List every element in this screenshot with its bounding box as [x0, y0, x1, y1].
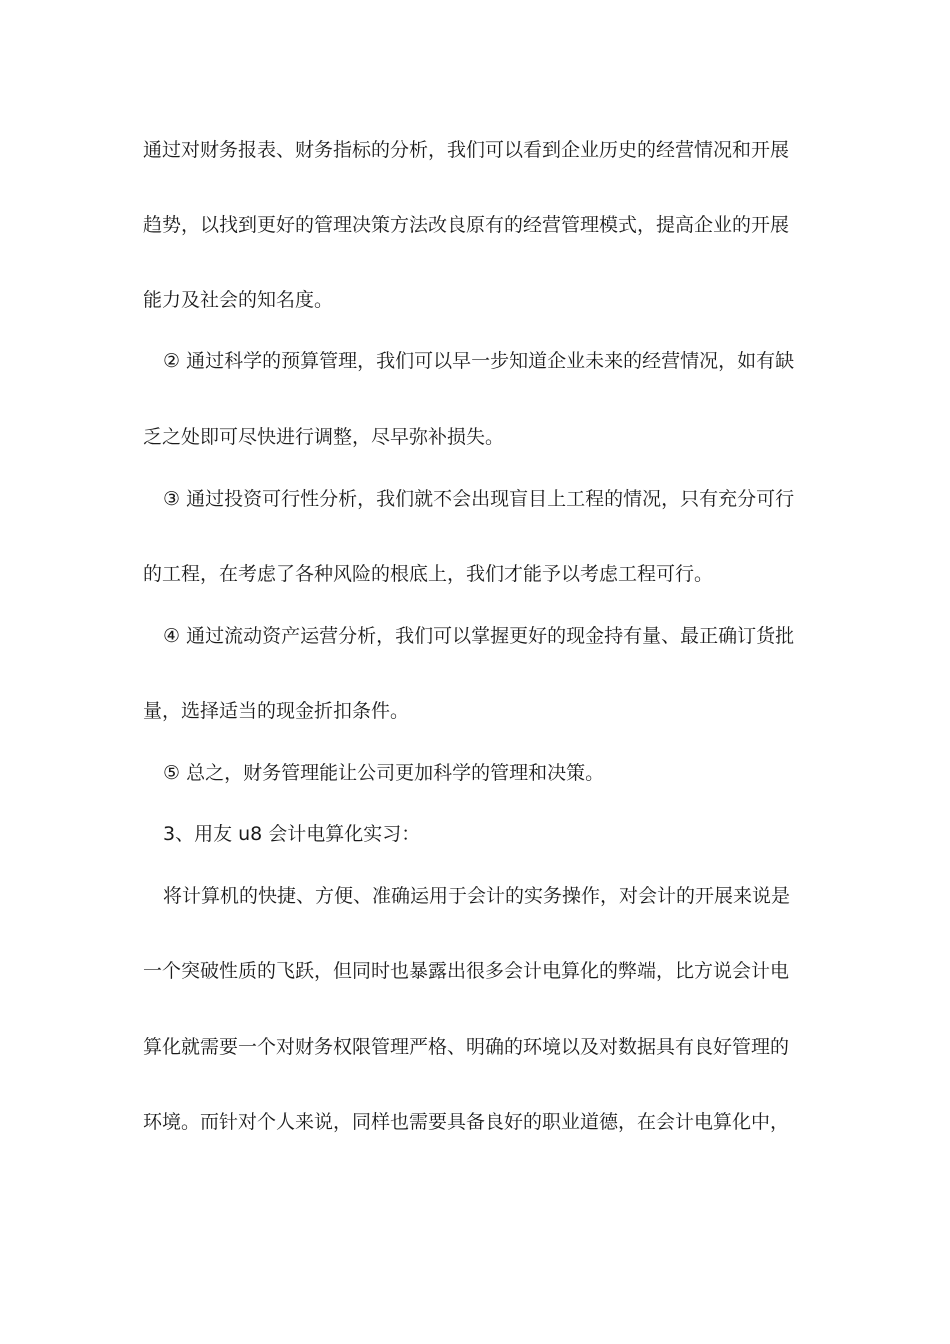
- text-line: 量，选择适当的现金折扣条件。: [143, 700, 410, 722]
- section-heading: 3、用友 u8 会计电算化实习：: [163, 823, 421, 845]
- text-line: 趋势，以找到更好的管理决策方法改良原有的经营管理模式，提高企业的开展: [143, 214, 790, 236]
- paragraph-start: 将计算机的快捷、方便、准确运用于会计的实务操作，对会计的开展来说是: [163, 885, 791, 907]
- list-item-4: ④ 通过流动资产运营分析，我们可以掌握更好的现金持有量、最正确订货批: [163, 625, 795, 647]
- text-line: 一个突破性质的飞跃，但同时也暴露出很多会计电算化的弊端，比方说会计电: [143, 960, 790, 982]
- text-line: 通过对财务报表、财务指标的分析，我们可以看到企业历史的经营情况和开展: [143, 139, 790, 161]
- text-line: 算化就需要一个对财务权限管理严格、明确的环境以及对数据具有良好管理的: [143, 1036, 790, 1058]
- list-item-2: ② 通过科学的预算管理，我们可以早一步知道企业未来的经营情况，如有缺: [163, 350, 795, 372]
- text-line: 环境。而针对个人来说，同样也需要具备良好的职业道德，在会计电算化中，: [143, 1111, 790, 1133]
- text-line: 乏之处即可尽快进行调整，尽早弥补损失。: [143, 426, 505, 448]
- list-item-3: ③ 通过投资可行性分析，我们就不会出现盲目上工程的情况，只有充分可行: [163, 488, 795, 510]
- text-line: 的工程，在考虑了各种风险的根底上，我们才能予以考虑工程可行。: [143, 563, 714, 585]
- list-item-5: ⑤ 总之，财务管理能让公司更加科学的管理和决策。: [163, 762, 605, 784]
- text-line: 能力及社会的知名度。: [143, 289, 334, 311]
